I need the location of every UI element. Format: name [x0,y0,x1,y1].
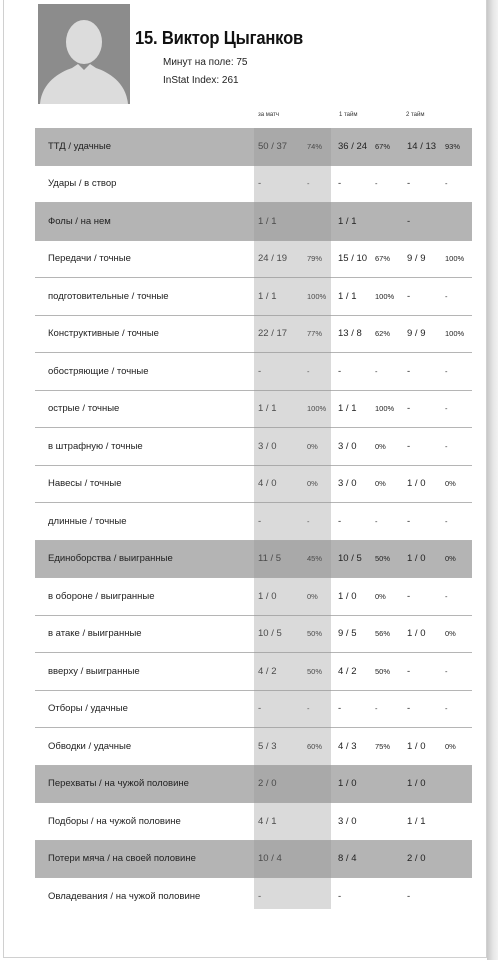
stat-half1-pct: - [375,366,378,376]
stat-label: ТТД / удачные [48,140,112,152]
stat-match-value: 2 / 0 [258,778,277,790]
player-name: 15. Виктор Цыганков [135,28,304,48]
stat-half1-value: - [338,178,342,190]
stat-label: Отборы / удачные [48,703,128,715]
stat-match-value: - [258,515,262,527]
stat-half1-value: 10 / 5 [338,553,362,565]
stat-label: Навесы / точные [48,478,122,490]
stat-half2-value: 1 / 0 [407,553,426,565]
stat-half2-pct: 100% [445,329,465,339]
stat-half2-pct: - [445,179,448,189]
stat-match-pct: 100% [307,404,327,414]
user-silhouette-icon [38,4,130,104]
stat-match-value: 1 / 1 [258,215,277,227]
stat-match-value: - [258,365,262,377]
col-header-match: за матч [258,112,279,118]
stat-match-value: 4 / 1 [258,815,277,827]
stat-half1-value: 8 / 4 [338,853,357,865]
stat-match-pct: 0% [307,591,318,601]
instat-index: InStat Index: 261 [163,75,239,86]
stat-match-value: 1 / 0 [258,590,277,602]
stat-match-value: - [258,178,262,190]
stat-match-value: 5 / 3 [258,740,277,752]
stat-match-value: 4 / 2 [258,665,277,677]
stat-label: вверху / выигранные [48,665,140,677]
stat-half1-pct: 100% [375,404,395,414]
stat-match-pct: 79% [307,254,323,264]
stat-label: в обороне / выигранные [48,590,155,602]
stat-half1-pct: 0% [375,479,386,489]
stat-half2-value: 1 / 1 [407,815,426,827]
stat-half2-value: - [407,703,411,715]
match-column-band [254,128,331,909]
stat-half1-value: - [338,365,342,377]
stat-match-pct: - [307,179,310,189]
stat-half1-value: 36 / 24 [338,140,368,152]
stat-half2-value: 1 / 0 [407,778,426,790]
stat-half2-value: - [407,365,411,377]
stat-match-pct: 50% [307,629,323,639]
stat-half1-pct: 100% [375,291,395,301]
stat-label: Обводки / удачные [48,740,132,752]
stat-match-pct: 0% [307,441,318,451]
stat-match-value: 10 / 5 [258,628,282,640]
stat-half2-pct: - [445,704,448,714]
stat-half1-value: 3 / 0 [338,478,357,490]
stat-half2-value: 1 / 0 [407,740,426,752]
stat-half2-value: 1 / 0 [407,478,426,490]
stat-half1-pct: 50% [375,666,391,676]
stat-label: в атаке / выигранные [48,628,142,640]
stat-match-pct: 60% [307,741,323,751]
stat-half1-value: 3 / 0 [338,440,357,452]
stat-half1-value: - [338,703,342,715]
stat-match-value: 4 / 0 [258,478,277,490]
stat-half2-pct: - [445,591,448,601]
stat-half1-value: 4 / 2 [338,665,357,677]
stat-match-value: 50 / 37 [258,140,288,152]
col-header-half1: 1 тайм [339,112,358,118]
stat-label: острые / точные [48,403,120,415]
stat-half2-value: - [407,403,411,415]
stat-label: обостряющие / точные [48,365,149,377]
stat-half1-value: 1 / 1 [338,215,357,227]
stat-label: Конструктивные / точные [48,328,159,340]
stat-half1-pct: 0% [375,441,386,451]
stat-match-value: 1 / 1 [258,290,277,302]
stat-match-value: 1 / 1 [258,403,277,415]
stat-half1-value: 1 / 1 [338,403,357,415]
stat-label: Подборы / на чужой половине [48,815,181,827]
stat-match-pct: 100% [307,291,327,301]
stat-half1-pct: 50% [375,554,391,564]
stat-match-value: - [258,891,262,903]
stat-half1-pct: 75% [375,741,391,751]
minutes-played: Минут на поле: 75 [163,57,248,68]
stat-half2-value: - [407,178,411,190]
stat-half1-value: 1 / 0 [338,778,357,790]
player-avatar [38,4,130,104]
stat-half2-value: 9 / 9 [407,328,426,340]
stat-half2-value: - [407,590,411,602]
stat-half2-pct: - [445,516,448,526]
stat-match-pct: 74% [307,141,323,151]
stat-half1-value: 9 / 5 [338,628,357,640]
stat-half1-value: - [338,891,342,903]
stat-match-pct: 0% [307,479,318,489]
stat-match-value: 3 / 0 [258,440,277,452]
stat-half2-pct: 0% [445,479,456,489]
stat-match-pct: - [307,366,310,376]
stat-half1-value: - [338,515,342,527]
stat-half2-value: - [407,290,411,302]
page-shadow [487,0,498,960]
stat-half2-pct: - [445,441,448,451]
column-headers [0,112,498,124]
stat-match-value: 10 / 4 [258,853,282,865]
stat-label: Единоборства / выигранные [48,553,173,565]
stat-half2-value: - [407,891,411,903]
stat-label: Фолы / на нем [48,215,111,227]
stat-label: в штрафную / точные [48,440,143,452]
stat-half2-pct: 93% [445,141,461,151]
stat-match-value: - [258,703,262,715]
stat-half1-pct: - [375,179,378,189]
stat-half1-value: 15 / 10 [338,253,368,265]
stat-label: Удары / в створ [48,178,117,190]
stat-half2-pct: 0% [445,554,456,564]
stat-half1-pct: 67% [375,254,391,264]
stat-label: длинные / точные [48,515,127,527]
stat-half2-pct: 100% [445,254,465,264]
stat-half2-pct: - [445,291,448,301]
stat-half2-value: - [407,515,411,527]
stat-half2-value: 2 / 0 [407,853,426,865]
stat-half2-value: 1 / 0 [407,628,426,640]
stat-label: Перехваты / на чужой половине [48,778,189,790]
stat-label: Потери мяча / на своей половине [48,853,196,865]
stat-label: Овладевания / на чужой половине [48,891,201,903]
stat-half2-value: - [407,665,411,677]
stat-half2-pct: - [445,404,448,414]
stat-half2-value: 9 / 9 [407,253,426,265]
stat-half1-value: 13 / 8 [338,328,362,340]
stat-half1-value: 1 / 0 [338,590,357,602]
stat-half1-pct: 56% [375,629,391,639]
col-header-half2: 2 тайм [406,112,425,118]
stat-match-value: 11 / 5 [258,553,282,565]
stat-half1-value: 4 / 3 [338,740,357,752]
stat-match-pct: - [307,516,310,526]
stat-half2-value: - [407,215,411,227]
stat-half2-value: - [407,440,411,452]
stat-half1-pct: 0% [375,591,386,601]
stat-label: подготовительные / точные [48,290,169,302]
stat-half1-pct: 67% [375,141,391,151]
stat-half2-pct: 0% [445,741,456,751]
stat-match-pct: - [307,704,310,714]
stat-half2-pct: - [445,666,448,676]
stat-half1-value: 1 / 1 [338,290,357,302]
stat-match-value: 22 / 17 [258,328,288,340]
stat-match-value: 24 / 19 [258,253,288,265]
stat-match-pct: 77% [307,329,323,339]
stat-half1-value: 3 / 0 [338,815,357,827]
stat-half2-pct: 0% [445,629,456,639]
stat-match-pct: 45% [307,554,323,564]
stat-half1-pct: - [375,516,378,526]
stat-half2-pct: - [445,366,448,376]
stat-half2-value: 14 / 13 [407,140,437,152]
stat-half1-pct: 62% [375,329,391,339]
stat-half1-pct: - [375,704,378,714]
stat-label: Передачи / точные [48,253,131,265]
stat-match-pct: 50% [307,666,323,676]
